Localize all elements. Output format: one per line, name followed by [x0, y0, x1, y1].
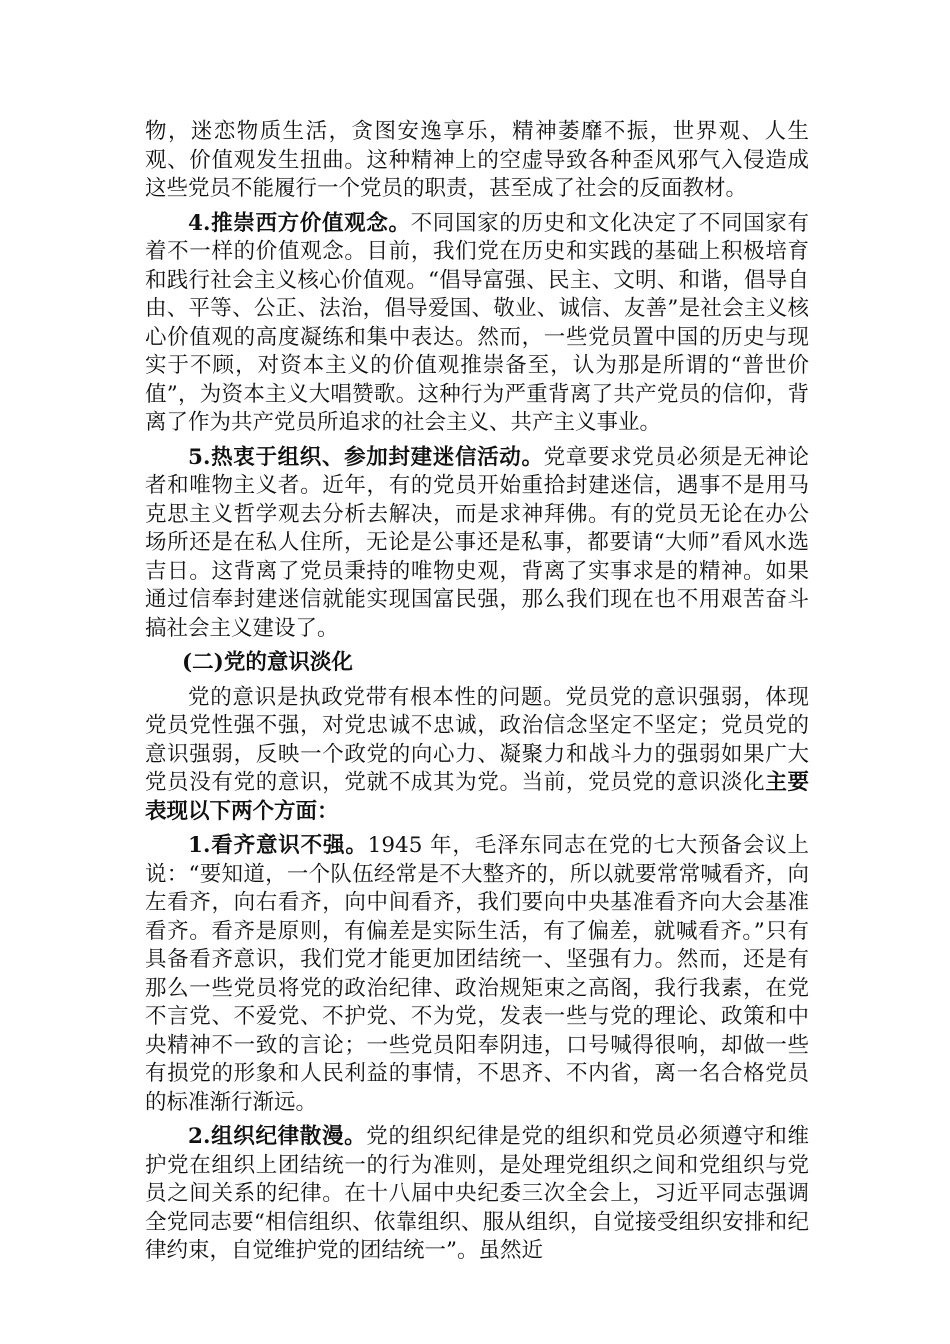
- paragraph-text: 1945 年，毛泽东同志在党的七大预备会议上说：“要知道，一个队伍经常是不大整齐的，所以就要常常喊看齐，向左看齐，向右看齐，向中间看齐，我们要向中央基准看齐向大会基准看齐。看齐是原则，有偏差是实际生活，有了偏差，就喊看齐。”只有具备看齐意识，我们党才能更加团结统一、坚强有力。然而，还是有那么一些党员将党的政治纪律、政治规矩束之高阁，我行我素，在党不言党、不爱党、不护党、不为党，发表一些与党的理论、政策和中央精神不一致的言论；一些党员阳奉阴违，口号喊得很响，却做一些有损党的形象和人民利益的事情，不思齐、不内省，离一名合格党员的标准渐行渐远。: [145, 833, 809, 1115]
- paragraph-text: 党的意识是执政党带有根本性的问题。党员党的意识强弱，体现党员党性强不强，对党忠诚不忠诚，政治信念坚定不坚定；党员党的意识强弱，反映一个政党的向心力、凝聚力和战斗力的强弱如果广大党员没有党的意识，党就不成其为党。当前，党员党的意识淡化: [145, 684, 809, 795]
- paragraph-superstition: [145, 444, 809, 644]
- paragraph-text: 不同国家的历史和文化决定了不同国家有着不一样的价值观念。目前，我们党在历史和实践的基础上积极培育和践行社会主义核心价值观。“倡导富强、民主、文明、和谐，倡导自由、平等、公正、法治，倡导爱国、敬业、诚信、友善”是社会主义核心价值观的高度凝练和集中表达。然而，一些党员置中国的历史与现实于不顾，对资本主义的价值观推崇备至，认为那是所谓的“普世价值”，为资本主义大唱赞歌。这种行为严重背离了共产党员的信仰，背离了作为共产党员所追求的社会主义、共产主义事业。: [145, 210, 809, 435]
- paragraph-text: 党的组织纪律是党的组织和党员必须遵守和维护党在组织上团结统一的行为准则，是处理党组织之间和党组织与党员之间关系的纪律。在十八届中央纪委三次全会上，习近平同志强调全党同志要“相信组织、依靠组织、服从组织，自觉接受组织安排和纪律约束，自觉维护党的团结统一”。虽然近: [145, 1124, 809, 1263]
- point-heading: 4.推崇西方价值观念。: [188, 210, 411, 236]
- paragraph-alignment-awareness: [145, 832, 809, 1117]
- paragraph-party-awareness: [145, 684, 809, 827]
- paragraph-text: 党章要求党员必须是无神论者和唯物主义者。近年，有的党员开始重拾封建迷信，遇事不是用马克思主义哲学观去分析去解决，而是求神拜佛。有的党员无论在办公场所还是在私人住所，无论是公事还是私事，都要请“大师”看风水选吉日。这背离了党员秉持的唯物史观，背离了实事求是的精神。如果通过信奉封建迷信就能实现国富民强，那么我们现在也不用艰苦奋斗搞社会主义建设了。: [145, 444, 809, 641]
- point-heading: 1.看齐意识不强。: [188, 833, 368, 858]
- paragraph-discipline: [145, 1123, 809, 1266]
- point-heading: 2.组织纪律散漫。: [188, 1124, 367, 1149]
- paragraph-text: 物，迷恋物质生活，贪图安逸享乐，精神萎靡不振，世界观、人生观、价值观发生扭曲。这种精神上的空虚导致各种歪风邪气入侵造成这些党员不能履行一个党员的职责，甚至成了社会的反面教材。: [145, 119, 809, 201]
- section-heading: (二)党的意识淡化: [182, 650, 353, 675]
- paragraph-western-values: [145, 210, 809, 438]
- paragraph-continued: [145, 118, 809, 204]
- paragraph-emphasis: 主要表现以下两个方面：: [145, 770, 809, 824]
- document-page: [145, 118, 809, 1272]
- point-heading: 5.热衷于组织、参加封建迷信活动。: [188, 444, 544, 470]
